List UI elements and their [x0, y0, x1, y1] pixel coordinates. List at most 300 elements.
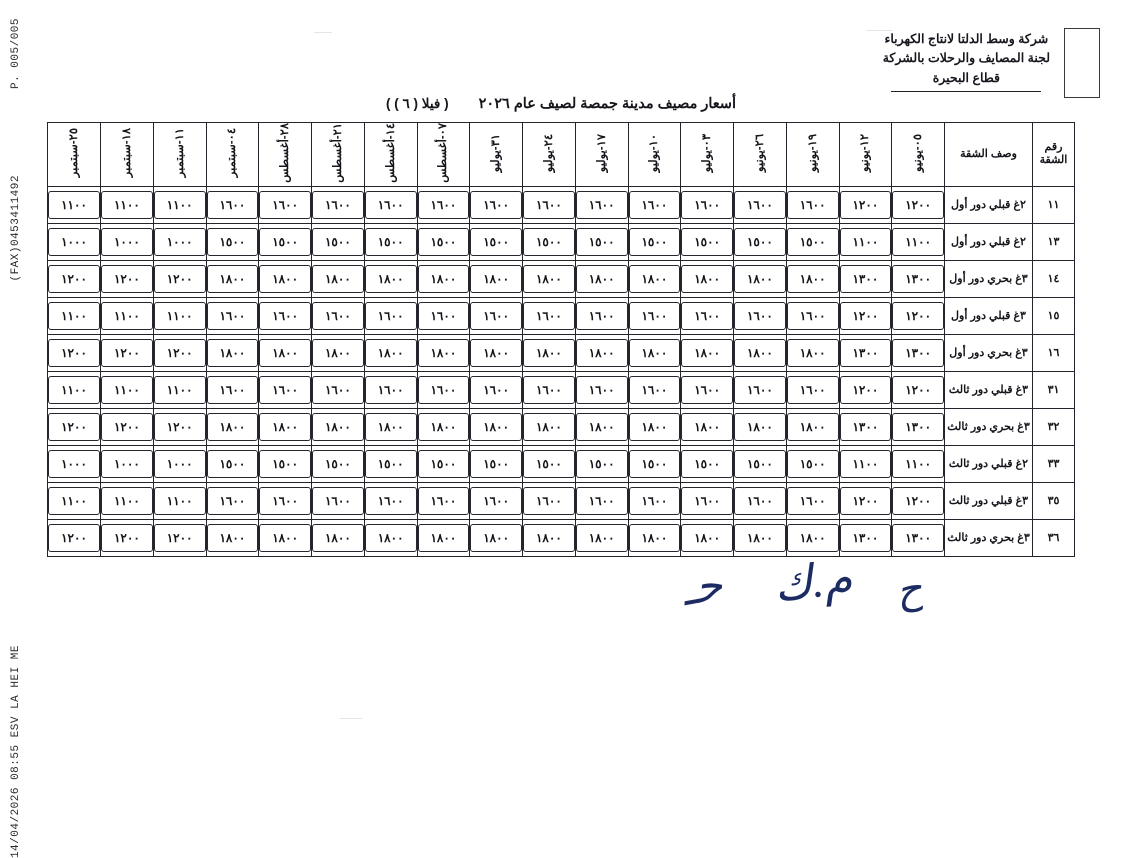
cell-price — [364, 334, 417, 371]
price-value: ١٢٠٠ — [840, 191, 892, 219]
cell-apartment-number: ١٤ — [1033, 260, 1075, 297]
price-value: ١٨٠٠ — [418, 524, 470, 552]
price-value: ١٠٠٠ — [48, 228, 100, 256]
price-value: ١٦٠٠ — [207, 376, 259, 404]
price-value: ١٠٠٠ — [154, 450, 206, 478]
price-value: ١٦٠٠ — [576, 376, 628, 404]
price-value: ١٦٠٠ — [629, 302, 681, 330]
price-value: ١٨٠٠ — [207, 524, 259, 552]
cell-price — [417, 334, 470, 371]
cell-price — [101, 408, 154, 445]
cell-price — [259, 371, 312, 408]
cell-price — [364, 408, 417, 445]
cell-price — [206, 408, 259, 445]
header-date-column — [786, 123, 839, 187]
cell-price — [206, 223, 259, 260]
price-value: ١٦٠٠ — [259, 302, 311, 330]
cell-price — [206, 186, 259, 223]
cell-apartment-description: ٢غ قبلي دور أول — [945, 223, 1033, 260]
cell-price — [153, 297, 206, 334]
price-value: ١٥٠٠ — [629, 228, 681, 256]
price-value: ١٠٠٠ — [154, 228, 206, 256]
cell-price — [786, 186, 839, 223]
cell-price — [312, 186, 365, 223]
cell-apartment-number: ١٦ — [1033, 334, 1075, 371]
price-value: ١٨٠٠ — [470, 413, 522, 441]
price-value: ١٨٠٠ — [365, 524, 417, 552]
price-value: ١٢٠٠ — [48, 339, 100, 367]
price-value: ١٨٠٠ — [681, 524, 733, 552]
cell-price — [734, 186, 787, 223]
cell-price — [681, 482, 734, 519]
table-row — [48, 482, 1075, 519]
price-value: ١٣٠٠ — [840, 413, 892, 441]
price-value: ١٢٠٠ — [101, 339, 153, 367]
price-value: ١٢٠٠ — [154, 265, 206, 293]
cell-price — [153, 334, 206, 371]
price-value: ١٨٠٠ — [787, 339, 839, 367]
cell-price — [206, 297, 259, 334]
price-value: ١٨٠٠ — [207, 339, 259, 367]
price-value: ١٦٠٠ — [523, 376, 575, 404]
header-date-column — [101, 123, 154, 187]
price-value: ١٢٠٠ — [101, 265, 153, 293]
price-value: ١١٠٠ — [48, 302, 100, 330]
cell-price — [892, 482, 945, 519]
price-value: ١٥٠٠ — [576, 228, 628, 256]
price-value: ١٥٠٠ — [470, 450, 522, 478]
price-value: ١٦٠٠ — [576, 487, 628, 515]
cell-price — [786, 334, 839, 371]
header-date-column — [839, 123, 892, 187]
price-value: ١٦٠٠ — [207, 191, 259, 219]
cell-price — [48, 223, 101, 260]
cell-apartment-description: ٣غ بحري دور ثالث — [945, 408, 1033, 445]
header-date-column — [153, 123, 206, 187]
price-value: ١٨٠٠ — [681, 339, 733, 367]
cell-price — [206, 482, 259, 519]
header-date-column — [259, 123, 312, 187]
price-value: ١٥٠٠ — [787, 450, 839, 478]
page-title — [0, 96, 1122, 112]
price-value: ١٦٠٠ — [207, 487, 259, 515]
cell-price — [312, 445, 365, 482]
cell-price — [364, 297, 417, 334]
price-value: ١٢٠٠ — [48, 413, 100, 441]
cell-price — [628, 297, 681, 334]
table-row — [48, 260, 1075, 297]
price-value: ١٨٠٠ — [576, 524, 628, 552]
price-value: ١٨٠٠ — [576, 265, 628, 293]
cell-price — [364, 186, 417, 223]
price-value: ١٨٠٠ — [207, 265, 259, 293]
price-value: ١٦٠٠ — [259, 376, 311, 404]
scan-artifact — [314, 32, 332, 33]
cell-price — [101, 445, 154, 482]
cell-price — [470, 223, 523, 260]
cell-price — [417, 297, 470, 334]
price-value: ١٨٠٠ — [576, 339, 628, 367]
cell-price — [681, 408, 734, 445]
price-value: ١٦٠٠ — [312, 191, 364, 219]
header-date-label: ٢٦-يونيو — [753, 133, 766, 172]
price-value: ١٦٠٠ — [470, 302, 522, 330]
cell-apartment-description: ٣غ قبلي دور ثالث — [945, 482, 1033, 519]
cell-price — [312, 408, 365, 445]
cell-price — [470, 482, 523, 519]
cell-price — [364, 260, 417, 297]
cell-price — [628, 186, 681, 223]
price-value: ١٦٠٠ — [470, 191, 522, 219]
price-value: ١٦٠٠ — [787, 302, 839, 330]
price-value: ١٣٠٠ — [892, 339, 944, 367]
cell-price — [734, 260, 787, 297]
cell-price — [786, 408, 839, 445]
cell-price — [839, 334, 892, 371]
cell-price — [523, 186, 576, 223]
price-value: ١٨٠٠ — [470, 265, 522, 293]
cell-price — [786, 482, 839, 519]
cell-apartment-number: ١١ — [1033, 186, 1075, 223]
price-value: ١٦٠٠ — [365, 302, 417, 330]
cell-price — [734, 482, 787, 519]
cell-price — [206, 371, 259, 408]
cell-apartment-description: ٣غ بحري دور أول — [945, 334, 1033, 371]
price-value: ١٦٠٠ — [787, 376, 839, 404]
header-date-label: ١٧-يوليو — [595, 133, 608, 172]
header-date-column — [681, 123, 734, 187]
cell-price — [259, 260, 312, 297]
scan-artifact — [866, 30, 892, 31]
price-value: ١٦٠٠ — [312, 487, 364, 515]
header-date-label: ٢٤-يوليو — [542, 133, 555, 172]
cell-price — [892, 371, 945, 408]
header-date-column — [206, 123, 259, 187]
price-value: ١٨٠٠ — [312, 524, 364, 552]
header-date-column — [48, 123, 101, 187]
price-value: ١٦٠٠ — [365, 191, 417, 219]
fax-number: (FAX)0453411492 — [10, 175, 22, 282]
cell-apartment-number: ٣١ — [1033, 371, 1075, 408]
price-value: ١٨٠٠ — [787, 265, 839, 293]
table-head — [48, 123, 1075, 187]
cell-price — [206, 260, 259, 297]
cell-price — [259, 223, 312, 260]
cell-price — [523, 408, 576, 445]
cell-price — [101, 223, 154, 260]
price-value: ١٦٠٠ — [312, 376, 364, 404]
table-row — [48, 408, 1075, 445]
price-value: ١٦٠٠ — [365, 376, 417, 404]
price-value: ١١٠٠ — [892, 228, 944, 256]
table-row — [48, 371, 1075, 408]
price-value: ١٦٠٠ — [681, 191, 733, 219]
header-date-column — [312, 123, 365, 187]
price-value: ١٥٠٠ — [681, 228, 733, 256]
cell-price — [575, 223, 628, 260]
cell-price — [417, 445, 470, 482]
stamp-box — [1064, 28, 1100, 98]
cell-apartment-description: ٣غ بحري دور ثالث — [945, 519, 1033, 556]
price-value: ١١٠٠ — [101, 376, 153, 404]
signature-middle: م.ك — [771, 552, 855, 611]
price-value: ١٨٠٠ — [207, 413, 259, 441]
cell-price — [681, 445, 734, 482]
cell-price — [892, 297, 945, 334]
price-value: ١٢٠٠ — [48, 524, 100, 552]
price-value: ١٨٠٠ — [418, 265, 470, 293]
cell-price — [364, 445, 417, 482]
cell-price — [892, 408, 945, 445]
cell-price — [101, 371, 154, 408]
header-date-label: ١٨-سبتمبر — [120, 128, 133, 178]
cell-price — [417, 482, 470, 519]
cell-price — [153, 223, 206, 260]
signature-left: حـ — [677, 559, 726, 616]
cell-apartment-description: ٢غ قبلي دور ثالث — [945, 445, 1033, 482]
cell-price — [312, 297, 365, 334]
price-value: ١٣٠٠ — [840, 265, 892, 293]
cell-price — [48, 482, 101, 519]
cell-price — [259, 186, 312, 223]
cell-price — [575, 186, 628, 223]
price-value: ١٨٠٠ — [787, 413, 839, 441]
cell-price — [786, 371, 839, 408]
cell-price — [48, 334, 101, 371]
price-value: ١٨٠٠ — [365, 265, 417, 293]
cell-price — [417, 371, 470, 408]
company-name: شركة وسط الدلتا لانتاج الكهرباء — [884, 32, 1049, 46]
price-value: ١٦٠٠ — [523, 302, 575, 330]
header-apartment-description: وصف الشقة — [945, 123, 1033, 187]
cell-price — [734, 445, 787, 482]
header-date-label: ١١-سبتمبر — [173, 128, 186, 178]
cell-price — [48, 260, 101, 297]
price-value: ١١٠٠ — [840, 228, 892, 256]
price-table-wrapper — [47, 122, 1075, 557]
cell-price — [470, 371, 523, 408]
price-value: ١١٠٠ — [48, 191, 100, 219]
price-value: ١٨٠٠ — [470, 339, 522, 367]
cell-price — [206, 445, 259, 482]
price-value: ١٨٠٠ — [734, 265, 786, 293]
price-value: ١٦٠٠ — [418, 191, 470, 219]
price-value: ١٥٠٠ — [365, 450, 417, 478]
price-value: ١٨٠٠ — [523, 339, 575, 367]
price-value: ١٥٠٠ — [312, 228, 364, 256]
price-value: ١٨٠٠ — [523, 524, 575, 552]
price-value: ١٢٠٠ — [892, 487, 944, 515]
cell-price — [259, 334, 312, 371]
cell-price — [470, 260, 523, 297]
cell-apartment-description: ٣غ قبلي دور ثالث — [945, 371, 1033, 408]
price-value: ١٨٠٠ — [629, 524, 681, 552]
price-value: ١٣٠٠ — [840, 524, 892, 552]
price-value: ١١٠٠ — [101, 191, 153, 219]
price-value: ١٦٠٠ — [576, 191, 628, 219]
price-value: ١٨٠٠ — [523, 265, 575, 293]
price-value: ١٦٠٠ — [207, 302, 259, 330]
price-value: ١٣٠٠ — [892, 524, 944, 552]
cell-price — [734, 223, 787, 260]
cell-apartment-number: ٣٣ — [1033, 445, 1075, 482]
price-value: ١٦٠٠ — [576, 302, 628, 330]
cell-price — [892, 445, 945, 482]
price-value: ١٥٠٠ — [259, 450, 311, 478]
cell-apartment-number: ٣٦ — [1033, 519, 1075, 556]
cell-price — [575, 482, 628, 519]
cell-price — [786, 445, 839, 482]
cell-price — [681, 260, 734, 297]
header-date-label: ١٢-يونيو — [859, 133, 872, 172]
price-value: ١٨٠٠ — [259, 413, 311, 441]
table-body — [48, 186, 1075, 556]
cell-price — [312, 371, 365, 408]
cell-price — [259, 408, 312, 445]
cell-price — [839, 260, 892, 297]
price-value: ١٥٠٠ — [207, 450, 259, 478]
price-value: ١٥٠٠ — [523, 450, 575, 478]
cell-price — [681, 186, 734, 223]
cell-price — [48, 408, 101, 445]
cell-price — [153, 408, 206, 445]
cell-price — [312, 482, 365, 519]
price-value: ١٢٠٠ — [154, 524, 206, 552]
price-value: ١٦٠٠ — [312, 302, 364, 330]
cell-price — [523, 334, 576, 371]
price-value: ١١٠٠ — [48, 376, 100, 404]
price-value: ١١٠٠ — [154, 487, 206, 515]
cell-price — [470, 334, 523, 371]
price-value: ١٥٠٠ — [734, 228, 786, 256]
header-date-column — [892, 123, 945, 187]
cell-price — [470, 445, 523, 482]
price-value: ١٢٠٠ — [892, 376, 944, 404]
price-value: ١٦٠٠ — [734, 191, 786, 219]
cell-price — [312, 334, 365, 371]
cell-apartment-description: ٣غ قبلي دور أول — [945, 297, 1033, 334]
table-row — [48, 186, 1075, 223]
price-value: ١٥٠٠ — [576, 450, 628, 478]
price-value: ١٦٠٠ — [365, 487, 417, 515]
cell-price — [312, 223, 365, 260]
cell-price — [892, 223, 945, 260]
price-value: ١٣٠٠ — [892, 265, 944, 293]
header-date-column — [470, 123, 523, 187]
price-value: ١٥٠٠ — [259, 228, 311, 256]
table-row — [48, 223, 1075, 260]
header-date-label: ٠٤-سبتمبر — [226, 128, 239, 178]
header-date-label: ٢٥-سبتمبر — [68, 128, 80, 178]
header-date-label: ٠٣-يوليو — [701, 133, 714, 172]
cell-price — [681, 223, 734, 260]
price-value: ١٨٠٠ — [734, 339, 786, 367]
cell-price — [101, 260, 154, 297]
header-date-label: ٢٨-أغسطس — [279, 123, 292, 183]
signature-area — [0, 548, 1122, 658]
cell-price — [101, 297, 154, 334]
header-date-label: ١٤-أغسطس — [384, 123, 397, 183]
cell-price — [839, 445, 892, 482]
price-value: ١٨٠٠ — [418, 413, 470, 441]
price-value: ١٦٠٠ — [470, 376, 522, 404]
price-value: ١٦٠٠ — [259, 487, 311, 515]
price-value: ١٥٠٠ — [734, 450, 786, 478]
cell-price — [575, 260, 628, 297]
cell-price — [681, 334, 734, 371]
sector-name: قطاع البحيرة — [932, 70, 1000, 85]
cell-price — [734, 334, 787, 371]
price-value: ١٢٠٠ — [101, 413, 153, 441]
cell-price — [575, 371, 628, 408]
cell-price — [575, 408, 628, 445]
price-value: ١٦٠٠ — [629, 376, 681, 404]
fax-margin-strip — [0, 0, 40, 858]
price-value: ١١٠٠ — [48, 487, 100, 515]
cell-price — [153, 371, 206, 408]
price-value: ١٥٠٠ — [418, 450, 470, 478]
price-value: ١٨٠٠ — [734, 524, 786, 552]
price-value: ١٢٠٠ — [840, 487, 892, 515]
fax-timestamp: 14/04/2026 08:55 ESV LA HEI ME — [10, 645, 22, 858]
header-date-column — [417, 123, 470, 187]
cell-price — [259, 297, 312, 334]
cell-apartment-number: ٣٢ — [1033, 408, 1075, 445]
price-value: ١١٠٠ — [840, 450, 892, 478]
price-value: ١٦٠٠ — [787, 191, 839, 219]
price-value: ١٠٠٠ — [101, 228, 153, 256]
header-date-label: ٠٥-يونيو — [912, 133, 925, 172]
cell-price — [417, 408, 470, 445]
price-value: ١٦٠٠ — [418, 376, 470, 404]
table-row — [48, 445, 1075, 482]
price-value: ١٨٠٠ — [681, 413, 733, 441]
price-value: ١٥٠٠ — [312, 450, 364, 478]
price-value: ١٢٠٠ — [892, 191, 944, 219]
price-value: ١٢٠٠ — [48, 265, 100, 293]
price-value: ١٥٠٠ — [523, 228, 575, 256]
header-date-column — [364, 123, 417, 187]
cell-price — [839, 223, 892, 260]
cell-price — [48, 297, 101, 334]
price-value: ١٨٠٠ — [365, 413, 417, 441]
cell-price — [259, 482, 312, 519]
price-table — [47, 122, 1075, 557]
price-value: ١٦٠٠ — [734, 302, 786, 330]
header-date-label: ٣١-يوليو — [490, 133, 503, 172]
cell-price — [259, 445, 312, 482]
price-value: ١١٠٠ — [154, 376, 206, 404]
price-value: ١٥٠٠ — [470, 228, 522, 256]
signature-right: ح — [893, 565, 926, 614]
header-date-label: ١٠-يوليو — [648, 133, 661, 172]
cell-price — [628, 408, 681, 445]
cell-price — [523, 371, 576, 408]
cell-price — [786, 297, 839, 334]
cell-price — [101, 186, 154, 223]
cell-price — [101, 482, 154, 519]
price-value: ١٦٠٠ — [470, 487, 522, 515]
header-date-column — [523, 123, 576, 187]
cell-price — [786, 223, 839, 260]
cell-price — [48, 186, 101, 223]
cell-price — [734, 408, 787, 445]
header-date-label: ١٩-يونيو — [806, 133, 819, 172]
page-title-sub: ( فيلا ( ٦ ) ) — [386, 96, 449, 111]
price-value: ١٣٠٠ — [840, 339, 892, 367]
price-value: ١٨٠٠ — [629, 413, 681, 441]
price-value: ١٥٠٠ — [207, 228, 259, 256]
